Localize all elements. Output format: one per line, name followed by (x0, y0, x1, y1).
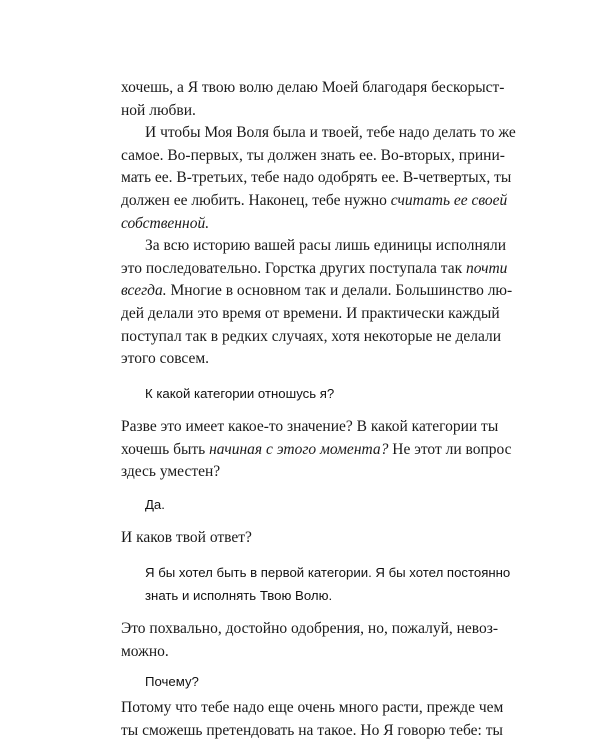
emphasis-text: начиная с этого момента? (209, 440, 389, 458)
question-line: К какой категории отношусь я? (145, 386, 335, 401)
paragraph-line (121, 280, 513, 303)
text-segment: Многие в основном так и делали. Большинство лю- (166, 282, 513, 300)
paragraph-line (121, 439, 512, 462)
paragraph-line: ты сможешь претендовать на такое. Но Я говорю тебе: ты (121, 721, 503, 739)
question-line: Я бы хотел быть в первой категории. Я бы хотел постоянно (145, 565, 511, 580)
text-segment: Не этот ли вопрос (388, 440, 512, 458)
paragraph-line: Потому что тебе надо еще очень много расти, прежде чем (121, 699, 504, 716)
question-line: знать и исполнять Твою Волю. (145, 587, 333, 603)
text-segment: должен ее любить. Наконец, тебе нужно (121, 192, 391, 209)
emphasis-text: почти (466, 259, 508, 277)
paragraph-line: мать ее. В-третьих, тебе надо одобрять ее. В-четвертых, ты (121, 169, 512, 187)
text-segment: это последовательно. Горстка других поступала так (121, 259, 466, 277)
paragraph-line: этого совсем. (121, 350, 210, 368)
paragraph-line: Разве это имеет какое-то значение? В какой категории ты (121, 418, 499, 435)
paragraph-line: дей делали это время от времени. И практически каждый (121, 305, 500, 322)
text-segment: хочешь быть (121, 440, 210, 458)
emphasis-text: считать ее своей (390, 192, 508, 209)
emphasis-text: собственной. (121, 214, 210, 232)
paragraph-line (121, 258, 508, 281)
paragraph-line (121, 213, 209, 236)
paragraph-line: можно. (121, 642, 169, 660)
paragraph-line: И чтобы Моя Воля была и твоей, тебе надо делать то же (145, 124, 516, 142)
question-line: Да. (145, 497, 165, 512)
paragraph-line (121, 190, 508, 213)
paragraph-line: И каков твой ответ? (121, 529, 252, 546)
paragraph-line: поступал так в редких случаях, хотя некоторые не делали (121, 327, 501, 345)
paragraph-line: Это похвально, достойно одобрения, но, пожалуй, невоз- (121, 620, 499, 637)
emphasis-text: всегда. (121, 282, 167, 300)
paragraph-line: ной любви. (121, 101, 196, 119)
paragraph-line: хочешь, а Я твою волю делаю Моей благодаря бескорыст- (121, 79, 505, 96)
paragraph-line: самое. Во-первых, ты должен знать ее. Во-вторых, прини- (121, 146, 505, 164)
question-line: Почему? (145, 674, 199, 689)
paragraph-line: здесь уместен? (121, 463, 221, 481)
paragraph-line: За всю историю вашей расы лишь единицы исполняли (145, 237, 506, 255)
